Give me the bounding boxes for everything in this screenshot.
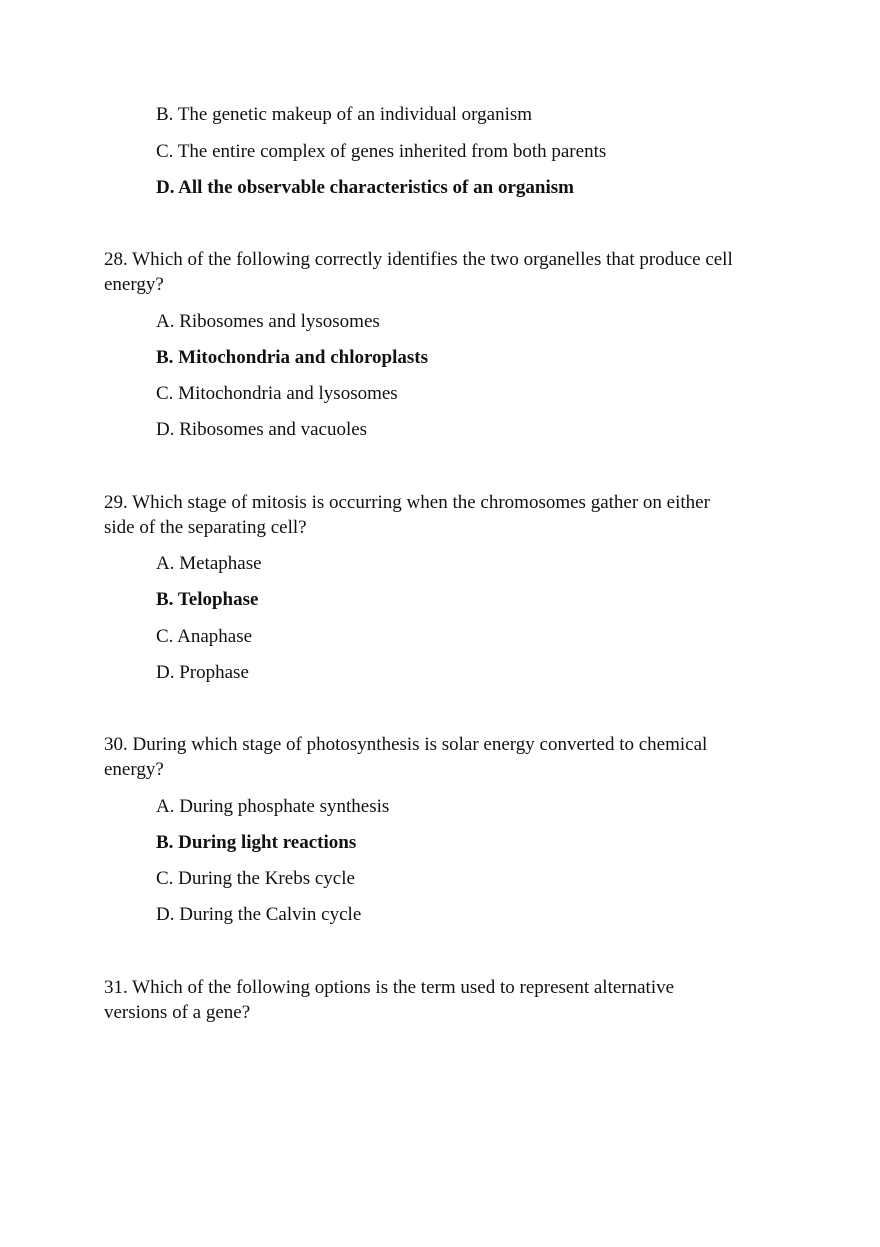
q31-text-line1: 31. Which of the following options is the term used to represent alternative <box>104 977 675 998</box>
q28-text-line1: 28. Which of the following correctly identifies the two organelles that produce cell <box>104 249 733 270</box>
q27-option-c: C. The entire complex of genes inherited from both parents <box>156 141 607 162</box>
q28-option-d: D. Ribosomes and vacuoles <box>156 419 368 440</box>
q28-option-a: A. Ribosomes and lysosomes <box>156 311 380 332</box>
q29-option-b-answer: B. Telophase <box>156 589 259 610</box>
q30-text-line2: energy? <box>104 759 164 780</box>
q29-option-c: C. Anaphase <box>156 626 253 647</box>
q30-option-b-answer: B. During light reactions <box>156 832 357 853</box>
q29-text-line2: side of the separating cell? <box>104 517 307 538</box>
q30-option-a: A. During phosphate synthesis <box>156 796 390 817</box>
q29-option-a: A. Metaphase <box>156 553 262 574</box>
q30-option-d: D. During the Calvin cycle <box>156 904 362 925</box>
q31-text-line2: versions of a gene? <box>104 1002 251 1023</box>
q30-option-c: C. During the Krebs cycle <box>156 868 355 889</box>
q28-option-b-answer: B. Mitochondria and chloroplasts <box>156 347 429 368</box>
q29-text-line1: 29. Which stage of mitosis is occurring when the chromosomes gather on either <box>104 492 710 513</box>
q27-option-d-answer: D. All the observable characteristics of an organism <box>156 177 574 198</box>
q29-option-d: D. Prophase <box>156 662 249 683</box>
q28-text-line2: energy? <box>104 274 164 295</box>
q27-option-b: B. The genetic makeup of an individual organism <box>156 104 533 125</box>
q30-text-line1: 30. During which stage of photosynthesis is solar energy converted to chemical <box>104 734 708 755</box>
q28-option-c: C. Mitochondria and lysosomes <box>156 383 398 404</box>
